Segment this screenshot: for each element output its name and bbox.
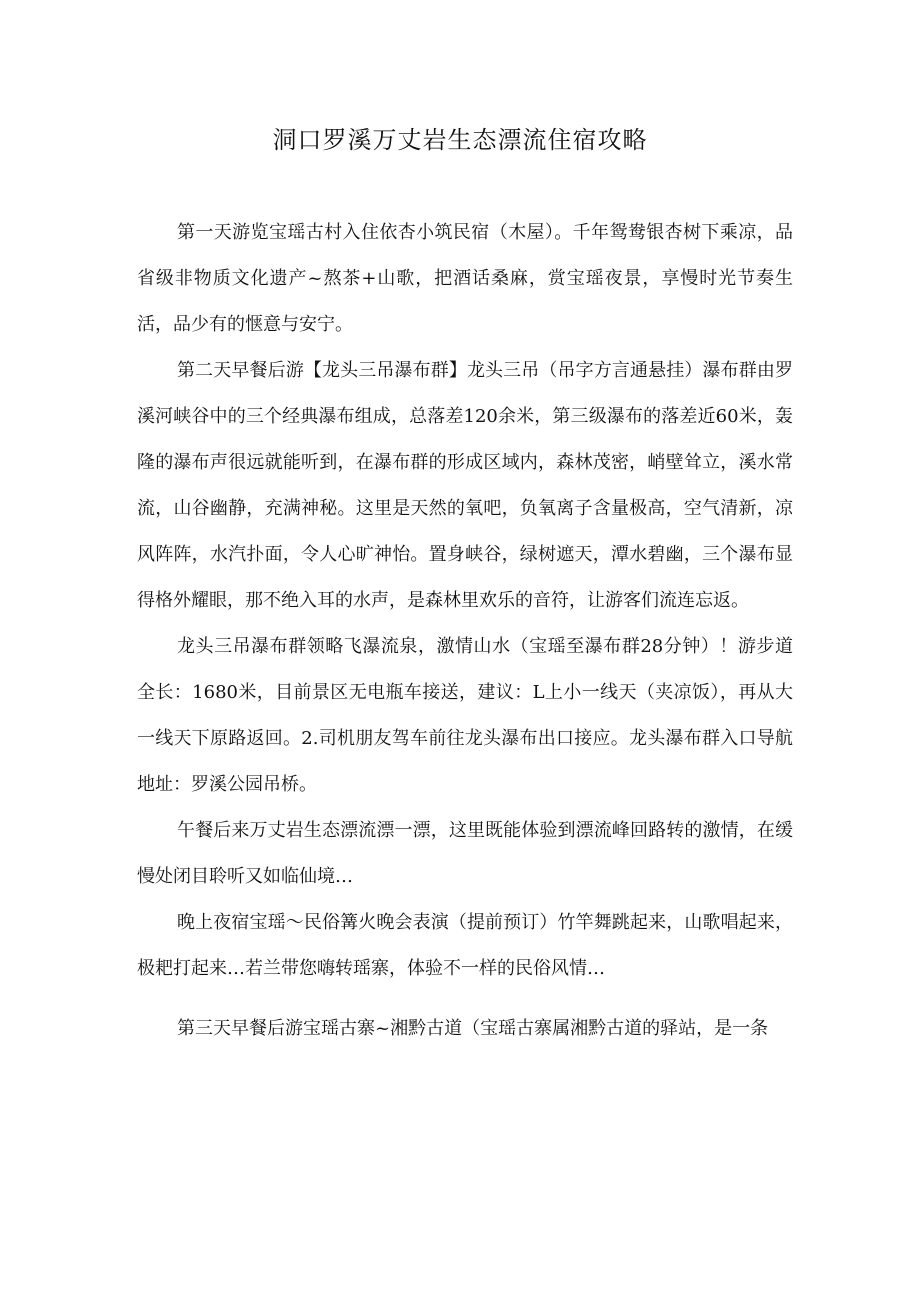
document-title: 洞口罗溪万丈岩生态漂流住宿攻略 [272,126,648,154]
paragraph-trail-info: 龙头三吊瀑布群领略飞瀑流泉，激情山水（宝瑶至瀑布群28分钟）！游步道全长：1680米，目前景区无电瓶车接送，建议：L上小一线天（夹凉饭），再从大一线天下原路返回。2.司机朋友驾车前往龙头瀑布出口接应。龙头瀑布群入口导航地址：罗溪公园吊桥。 [137,636,793,795]
paragraph-day-one: 第一天游览宝瑶古村入住依杏小筑民宿（木屋）。千年鸳鸯银杏树下乘凉，品省级非物质文化遗产~熬茶+山歌，把酒话桑麻，赏宝瑶夜景，享慢时光节奏生活，品少有的惬意与安宁。 [137,222,793,335]
paragraph-day-two-waterfalls: 第二天早餐后游【龙头三吊瀑布群】龙头三吊（吊字方言通悬挂）瀑布群由罗溪河峡谷中的三个经典瀑布组成，总落差120余米，第三级瀑布的落差近60米，轰隆的瀑布声很远就能听到，在瀑布群的形成区域内，森林茂密，峭壁耸立，溪水常流，山谷幽静，充满神秘。这里是天然的氧吧，负氧离子含量极高，空气清新，凉风阵阵，水汽扑面，令人心旷神怡。置身峡谷，绿树遮天，潭水碧幽，三个瀑布显得格外耀眼，那不绝入耳的水声，是森林里欢乐的音符，让游客们流连忘返。 [137,360,793,611]
paragraph-day-three: 第三天早餐后游宝瑶古寨~湘黔古道（宝瑶古寨属湘黔古道的驿站，是一条 [177,1018,769,1039]
paragraph-evening-bonfire: 晚上夜宿宝瑶～民俗篝火晚会表演（提前预订）竹竿舞跳起来，山歌唱起来，极耙打起来…若兰带您嗨转瑶寨，体验不一样的民俗风情… [137,912,793,979]
paragraph-rafting: 午餐后来万丈岩生态漂流漂一漂，这里既能体验到漂流峰回路转的激情，在缓慢处闭目聆听又如临仙境… [137,820,793,887]
document-body [137,210,793,1052]
